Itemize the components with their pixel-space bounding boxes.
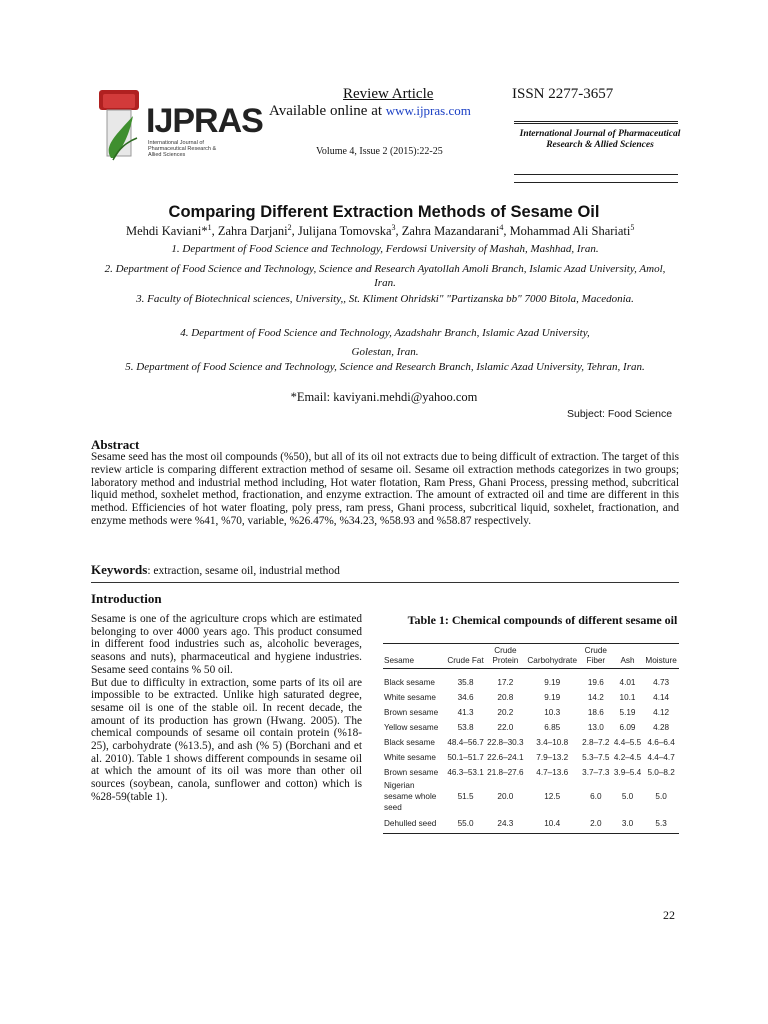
affiliation-1: 1. Department of Food Science and Technology, Ferdowsi University of Mashah, Mashhad, Iran.	[171, 243, 599, 255]
header-rule-bottom-2	[514, 182, 678, 183]
journal-name: International Journal of Pharmaceutical Research & Allied Sciences	[519, 129, 681, 150]
author-name: , Zahra Mazandarani	[395, 224, 500, 239]
available-prefix: Available online at	[269, 103, 386, 119]
table-row	[383, 690, 679, 705]
table-cell: Dehulled seed	[384, 818, 437, 828]
volume-info: Volume 4, Issue 2 (2015):22-25	[316, 146, 443, 157]
table-cell: 51.5	[457, 792, 474, 801]
table-cell: 3.7–7.3	[582, 768, 610, 777]
table-cell: 4.14	[653, 693, 670, 702]
table-header-row	[383, 644, 679, 669]
table-cell: Black sesame	[384, 678, 435, 687]
table-cell: Nigerian sesame whole seed	[384, 781, 437, 812]
section-divider	[91, 582, 679, 583]
table-cell: 22.6–24.1	[487, 753, 524, 762]
table-cell: 17.2	[497, 678, 514, 687]
journal-link[interactable]: www.ijpras.com	[385, 103, 471, 118]
col-header: Crude Fat	[447, 656, 484, 665]
available-online	[269, 103, 471, 120]
col-header: Crude Protein	[492, 646, 519, 665]
table-cell: 19.6	[587, 678, 604, 687]
keywords-label: Keywords	[91, 562, 148, 577]
table-cell: 5.0	[655, 792, 667, 801]
table-cell: 5.0	[621, 792, 634, 801]
table-cell: 5.3	[655, 818, 667, 828]
table-cell: 24.3	[497, 818, 514, 828]
affiliation-5: 5. Department of Food Science and Technology, Science and Research Branch, Islamic Azad University, Tehran, Iran.	[125, 361, 645, 373]
table-cell: 20.0	[497, 792, 514, 801]
table-row	[383, 720, 679, 735]
table-cell: 4.4–4.7	[647, 753, 675, 762]
capsule-logo-icon	[93, 86, 153, 176]
table-cell: 55.0	[457, 818, 474, 828]
table-cell: White sesame	[384, 753, 436, 762]
header-rule-bottom	[514, 174, 678, 175]
affiliation-3: 3. Faculty of Biotechnical sciences, University,, St. Kliment Ohridski" "Partizanska bb" 7000 Bitola, Macedonia.	[136, 293, 634, 305]
author-name: , Zahra Darjani	[211, 224, 288, 239]
author-name: , Mohammad Ali Shariati	[503, 224, 631, 239]
chemical-compounds-table	[383, 643, 679, 834]
table-cell: 4.7–13.6	[536, 768, 569, 777]
table-cell: 35.8	[457, 678, 474, 687]
table-row	[383, 750, 679, 765]
table-row	[383, 780, 679, 813]
table-cell: 3.9–5.4	[613, 768, 642, 777]
table-cell: 5.19	[619, 708, 636, 717]
table-cell: 9.19	[544, 693, 561, 702]
author-sup: 5	[630, 223, 635, 232]
col-header: Sesame	[384, 656, 415, 665]
table-cell: 14.2	[587, 693, 604, 702]
table-cell: 12.5	[544, 792, 561, 801]
table-cell: 41.3	[457, 708, 474, 717]
table-cell: 18.6	[587, 708, 604, 717]
table-cell: White sesame	[384, 693, 436, 702]
table-cell: 9.19	[544, 678, 561, 687]
table-row	[383, 765, 679, 780]
table-row	[383, 813, 679, 834]
table-cell: 4.6–6.4	[647, 738, 675, 747]
table-cell: 50.1–51.7	[447, 753, 484, 762]
col-header: Ash	[620, 656, 635, 665]
author-list	[126, 223, 634, 239]
table-cell: 5.0–8.2	[647, 768, 675, 777]
table-cell: 46.3–53.1	[447, 768, 484, 777]
table-cell: 4.01	[619, 678, 636, 687]
corresponding-email: *Email: kaviyani.mehdi@yahoo.com	[290, 390, 478, 404]
table-cell: 4.28	[653, 723, 670, 732]
table-cell: Yellow sesame	[384, 723, 439, 732]
intro-paragraph: But due to difficulty in extraction, some parts of its oil are impossible to be extracted. Unlike high saturated degree, sesame oil is one of the stable oil. In recent decade, the amount of its production has grown (Hwang. 2005). The chemical compounds of sesame oil contain protein (%18-25), carbohydrate (%13.5), and ash (% 5) (Borchani and et al. 2010). Table 1 shows different compounds in sesame oil at which the amount of its oil was more than other oil sources (soybean, canola, sunflower and cotton) which is %28-59(table 1).	[91, 676, 362, 803]
table-cell: 4.2–4.5	[613, 753, 642, 762]
table-cell: Black sesame	[384, 738, 435, 747]
table-cell: 10.4	[544, 818, 561, 828]
table-row	[383, 735, 679, 750]
table-cell: Brown sesame	[384, 708, 439, 717]
author-sup: 3	[391, 223, 396, 232]
table-cell: 48.4–56.7	[447, 738, 484, 747]
table-cell: 5.3–7.5	[582, 753, 610, 762]
table-cell: 53.8	[457, 723, 474, 732]
table-cell: 6.09	[619, 723, 636, 732]
table-row	[383, 675, 679, 690]
table-cell: 4.73	[653, 678, 670, 687]
author-name: Mehdi Kaviani*	[126, 224, 208, 239]
table-cell: 2.8–7.2	[582, 738, 610, 747]
table-caption: Table 1: Chemical compounds of different sesame oil	[407, 613, 678, 627]
issn: ISSN 2277-3657	[512, 86, 614, 102]
table-cell: 22.8–30.3	[487, 738, 524, 747]
table-row	[383, 705, 679, 720]
table-cell: 4.12	[653, 708, 670, 717]
author-sup: 2	[287, 223, 292, 232]
table-cell: 7.9–13.2	[536, 753, 569, 762]
article-type: Review Article	[343, 86, 434, 102]
logo-text: IJPRAS	[146, 102, 263, 140]
keywords	[91, 562, 340, 578]
table-cell: 6.0	[590, 792, 602, 801]
table-cell: 2.0	[590, 818, 602, 828]
paper-title: Comparing Different Extraction Methods of Sesame Oil	[168, 203, 600, 221]
keywords-text: : extraction, sesame oil, industrial method	[147, 565, 340, 577]
abstract-text: Sesame seed has the most oil compounds (%50), but all of its oil not extracts due to being difficult of extraction. The target of this review article is comparing different extraction method of sesame oil. Sesame oil extraction methods categorizes in two groups; laboratory method and industrial method including, Hot water flotation, Ram Press, Ghani Process, pressing method, subcritical liquid method, soxhelet method, fractionation, and enzyme extraction. The amount of extracted oil and time are different in this method. Efficiencies of hot water floating, poly press, ram press, Ghani process, subcritical liquid, soxhelet, fractionation, and enzyme methods were %41, %70, variable, %26.47%, %34.23, %58.93 and %58.87 respectively.	[91, 451, 679, 527]
introduction-text	[91, 613, 362, 804]
table-cell: 22.0	[497, 723, 514, 732]
header-rule-top-2	[514, 123, 678, 124]
abstract-heading: Abstract	[91, 437, 140, 452]
introduction-heading: Introduction	[91, 591, 162, 606]
page-number: 22	[663, 908, 675, 922]
table-cell: 6.85	[544, 723, 561, 732]
table-cell: 10.1	[619, 693, 636, 702]
table-cell: 4.4–5.5	[613, 738, 642, 747]
col-header: Moisture	[645, 656, 677, 665]
author-name: , Julijana Tomovska	[291, 224, 392, 239]
author-sup: 1	[207, 223, 212, 232]
table-cell: 20.8	[497, 693, 514, 702]
logo-subtitle: International Journal of Pharmaceutical Research & Allied Sciences	[148, 140, 217, 158]
col-header: Crude Fiber	[584, 646, 607, 665]
affiliation-4: 4. Department of Food Science and Technology, Azadshahr Branch, Islamic Azad University, Golestan, Iran.	[180, 327, 590, 358]
table-cell: 34.6	[457, 693, 474, 702]
table-cell: 21.8–27.6	[487, 768, 524, 777]
subject-label: Subject: Food Science	[567, 408, 673, 420]
table-cell: 20.2	[497, 708, 514, 717]
table-cell: 3.0	[621, 818, 634, 828]
table-cell: 13.0	[587, 723, 604, 732]
affiliation-2: 2. Department of Food Science and Technology, Science and Research Ayatollah Amoli Branch, Islamic Azad University, Amol, Iran.	[104, 263, 666, 289]
header-rule-top	[514, 121, 678, 122]
table-cell: Brown sesame	[384, 768, 439, 777]
col-header: Carbohydrate	[527, 656, 577, 665]
table-cell: 3.4–10.8	[536, 738, 569, 747]
intro-paragraph: Sesame is one of the agriculture crops which are estimated belonging to over 4000 years ago. This product consumed in different food industries such as, alcoholic beverages, seasons and nuts), pharmaceutical and hygiene industries. Sesame seed contains % 50 oil.	[91, 613, 362, 676]
table-cell: 10.3	[544, 708, 561, 717]
author-sup: 4	[499, 223, 504, 232]
